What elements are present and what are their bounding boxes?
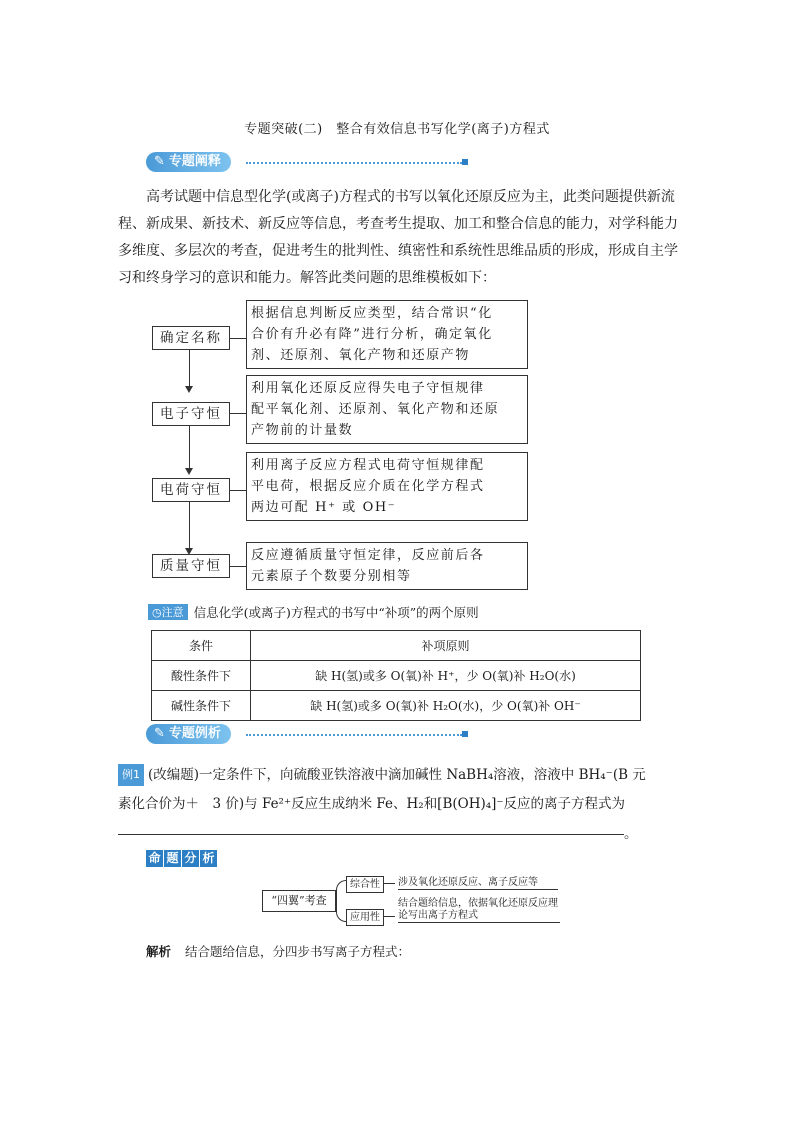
note-tag: ◷注意 [148, 604, 188, 620]
aspect-label-application: 应用性 [346, 909, 384, 926]
table-cell: 酸性条件下 [152, 661, 251, 691]
table-cell: 缺 H(氢)或多 O(氧)补 H⁺，少 O(氧)补 H₂O(水) [251, 661, 641, 691]
intro-line-4: 习和终身学习的意识和能力。解答此类问题的思维模板如下： [118, 270, 496, 286]
example-line-2: 素化合价为＋ 3 价)与 Fe²⁺反应生成纳米 Fe、H₂和[B(OH)₄]⁻反应的离子方程式为 [118, 796, 626, 812]
aspect-connector [383, 916, 395, 917]
flow-arrow-line [189, 426, 190, 468]
example-end-mark: 。 [624, 826, 638, 842]
clock-icon: ◷ [152, 606, 162, 619]
flow-desc-charge: 利用离子反应方程式电荷守恒规律配 平电荷，根据反应介质在化学方程式 两边可配 H⁺ 或 OH⁻ [246, 452, 528, 521]
flow-connector [229, 490, 246, 491]
page-title: 专题突破(二) 整合有效信息书写化学(离子)方程式 [244, 122, 550, 137]
flow-step-naming: 确定名称 [152, 326, 230, 350]
flow-arrow-line [189, 350, 190, 386]
table-cell: 缺 H(氢)或多 O(氧)补 H₂O(水)，少 O(氧)补 OH⁻ [251, 691, 641, 721]
note-line [148, 603, 479, 621]
section-badge-label: 专题例析 [168, 726, 221, 741]
flow-desc-naming: 根据信息判断反应类型，结合常识“化 合价有升必有降”进行分析，确定氧化 剂、还原剂、氧化产物和还原产物 [246, 300, 528, 369]
section-badge-label: 专题阐释 [168, 154, 221, 169]
flow-step-mass: 质量守恒 [152, 554, 230, 578]
intro-line-2: 程、新成果、新技术、新反应等信息，考查考生提取、加工和整合信息的能力，对学科能力 [118, 216, 678, 232]
note-text: 信息化学(或离子)方程式的书写中“补项”的两个原则 [193, 605, 479, 620]
analysis-tag: 命 题 分 析 [146, 850, 217, 867]
flow-arrow-line [189, 502, 190, 548]
table-header: 补项原则 [251, 631, 641, 661]
answer-blank[interactable] [118, 834, 624, 835]
flow-arrow-head [185, 468, 193, 475]
aspect-text-application: 结合题给信息，依据氧化还原反应理论写出离子方程式 [398, 898, 558, 921]
flow-step-charge: 电荷守恒 [152, 478, 230, 502]
example-line-1 [118, 764, 678, 786]
badge-end-square [462, 159, 468, 165]
flow-desc-electron: 利用氧化还原反应得失电子守恒规律 配平氧化剂、还原剂、氧化产物和还原 产物前的计量数 [246, 375, 528, 444]
aspect-label-comprehensive: 综合性 [346, 876, 384, 893]
solution-label: 解析 [146, 944, 172, 959]
table-row [152, 691, 641, 721]
flow-arrow-head [185, 386, 193, 393]
example-text: (改编题)一定条件下，向硫酸亚铁溶液中滴加碱性 NaBH₄溶液，溶液中 BH₄⁻(B 元 [148, 767, 646, 783]
solution-text: 结合题给信息，分四步书写离子方程式： [185, 944, 411, 959]
intro-line-1: 高考试题中信息型化学(或离子)方程式的书写以氧化还原反应为主，此类问题提供新流 [146, 189, 675, 205]
pencil-icon: ✎ [154, 154, 165, 169]
flow-step-electron: 电子守恒 [152, 402, 230, 426]
solution-line [146, 942, 410, 960]
table-header: 条件 [152, 631, 251, 661]
section-badge-examples [146, 724, 231, 744]
badge-end-square [462, 731, 468, 737]
section-badge-explanation [146, 152, 231, 172]
flow-connector [229, 413, 246, 414]
badge-divider [246, 162, 462, 164]
flow-desc-mass: 反应遵循质量守恒定律，反应前后各 元素原子个数要分别相等 [246, 542, 528, 590]
aspect-text-comprehensive: 涉及氧化还原反应、离子反应等 [398, 876, 558, 890]
badge-divider [246, 734, 462, 736]
pencil-icon: ✎ [154, 726, 165, 741]
intro-line-3: 多维度、多层次的考查，促进考生的批判性、缜密性和系统性思维品质的形成，形成自主学 [118, 243, 678, 259]
four-wing-center: “四翼”考查 [262, 890, 336, 912]
supplement-rules-table [151, 630, 641, 721]
flow-connector [229, 566, 246, 567]
aspect-connector [383, 883, 395, 884]
example-tag: 例1 [118, 764, 144, 786]
table-row [152, 661, 641, 691]
table-header-row [152, 631, 641, 661]
flow-connector [229, 338, 246, 339]
table-cell: 碱性条件下 [152, 691, 251, 721]
